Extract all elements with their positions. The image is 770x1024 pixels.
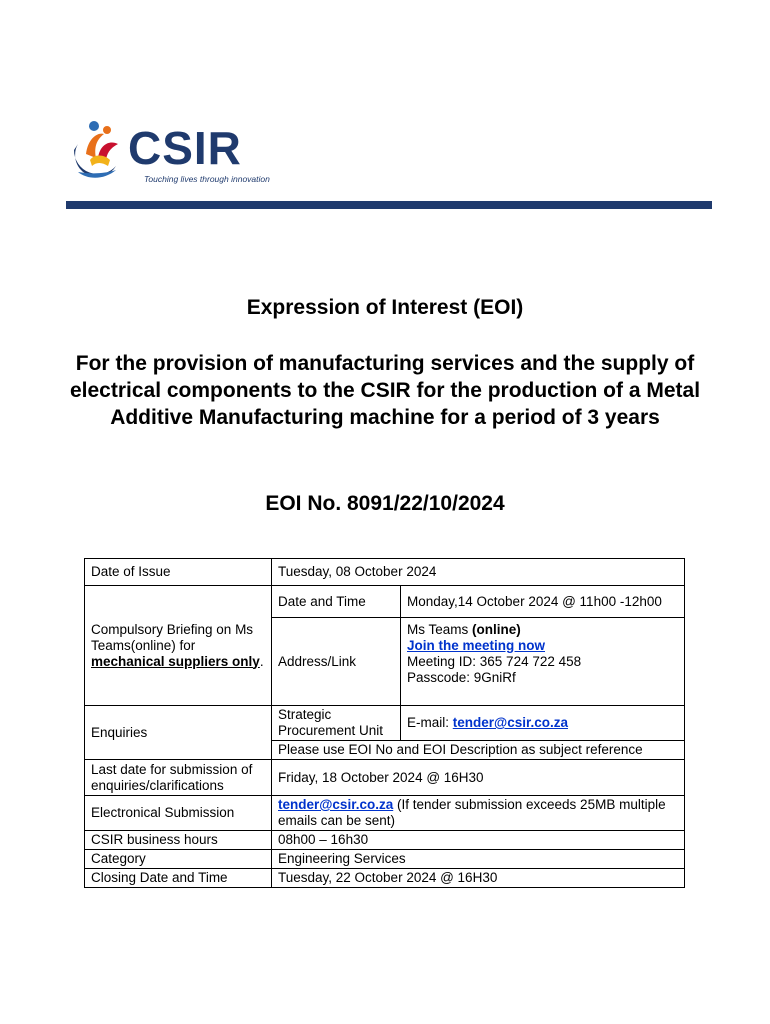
document-title: Expression of Interest (EOI) [246,296,524,319]
closing-value: Tuesday, 22 October 2024 @ 16H30 [272,869,685,888]
closing-label: Closing Date and Time [85,869,272,888]
table-row [85,559,685,586]
csir-emblem-icon [74,121,118,178]
last-date-value: Friday, 18 October 2024 @ 16H30 [272,760,685,796]
csir-logo [64,114,284,190]
hours-label: CSIR business hours [85,831,272,850]
date-of-issue-value: Tuesday, 08 October 2024 [272,559,685,586]
briefing-date-value: Monday,14 October 2024 @ 11h00 -12h00 [401,586,685,618]
header-rule [66,201,712,209]
table-row [85,586,685,618]
briefing-address-value: Ms Teams (online) Join the meeting now Meeting ID: 365 724 722 458 Passcode: 9GniRf [401,618,685,706]
submission-email-link[interactable]: tender@csir.co.za [278,797,394,812]
briefing-address-label: Address/Link [272,618,401,706]
briefing-label: Compulsory Briefing on Ms Teams(online) for mechanical suppliers only. [85,586,272,706]
enquiries-email-link[interactable]: tender@csir.co.za [452,715,568,730]
table-row [85,831,685,850]
hours-value: 08h00 – 16h30 [272,831,685,850]
eoi-number: EOI No. 8091/22/10/2024 [265,492,505,515]
enquiries-note: Please use EOI No and EOI Description as subject reference [272,741,685,760]
enquiries-unit: Strategic Procurement Unit [272,706,401,741]
date-of-issue-label: Date of Issue [85,559,272,586]
eoi-details-table [84,558,685,888]
table-row [85,869,685,888]
submission-value: tender@csir.co.za (If tender submission exceeds 25MB multiple emails can be sent) [272,796,685,831]
last-date-label: Last date for submission of enquiries/clarifications [85,760,272,796]
table-row [85,706,685,741]
table-row [85,796,685,831]
meeting-passcode: Passcode: 9GniRf [407,670,516,685]
logo-tagline: Touching lives through innovation [144,174,270,184]
join-meeting-link[interactable]: Join the meeting now [407,638,546,653]
enquiries-email: E-mail: tender@csir.co.za [401,706,685,741]
logo-wordmark: CSIR [128,122,242,174]
table-row [85,760,685,796]
submission-label: Electronical Submission [85,796,272,831]
category-value: Engineering Services [272,850,685,869]
briefing-date-label: Date and Time [272,586,401,618]
table-row [85,850,685,869]
document-subtitle: For the provision of manufacturing services and the supply of electrical components to the CSIR for the production of a Metal Additive Manufacturing machine for a period of 3 years [69,352,701,429]
meeting-id: Meeting ID: 365 724 722 458 [407,654,582,669]
category-label: Category [85,850,272,869]
enquiries-label: Enquiries [85,706,272,760]
